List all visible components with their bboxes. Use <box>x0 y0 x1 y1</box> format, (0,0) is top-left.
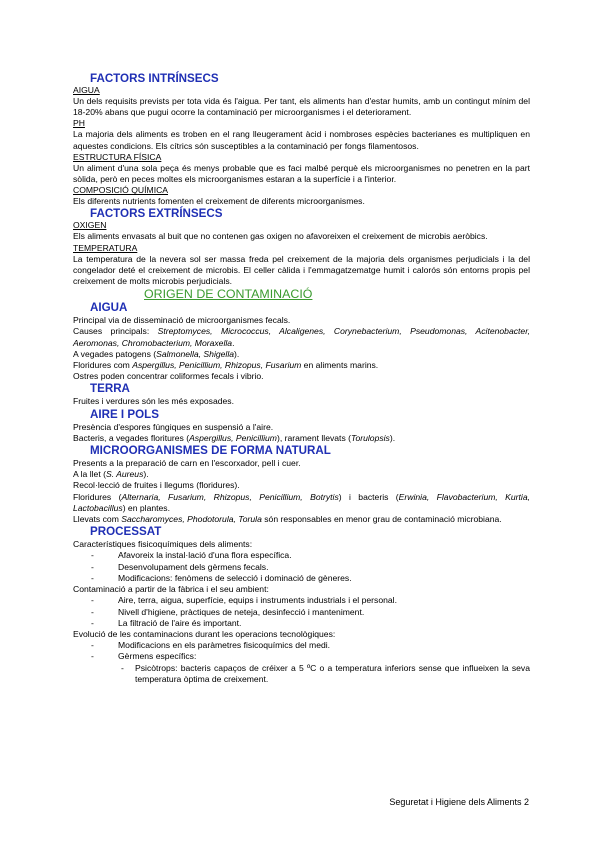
origen-aigua-title: AIGUA <box>90 301 128 315</box>
composicio-paragraph: Els diferents nutrients fomenten el creixement de diferents microorganismes. <box>73 196 365 207</box>
micro-line: A la llet (S. Aureus). <box>73 469 149 480</box>
aigua-paragraph: Un dels requisits prevists per tota vida és l'aigua. Per tant, els aliments han d'estar humits, amb un contingut mínim del 18-20% abans que pugui ocorre la contaminació per microorganismes i el deteriorament. <box>73 96 530 118</box>
processat-heading: Evolució de les contaminacions durant les operacions tecnològiques: <box>73 628 336 639</box>
list-item: - Modificacions en els paràmetres fisicoquímics del medi. <box>91 640 331 651</box>
temperatura-subheading: TEMPERATURA <box>73 242 138 253</box>
micro-title: MICROORGANISMES DE FORMA NATURAL <box>90 444 331 458</box>
oxigen-paragraph: Els aliments envasats al buit que no contenen gas oxigen no afavoreixen el creixement de microbis aeròbics. <box>73 231 488 242</box>
origen-title: ORIGEN DE CONTAMINACIÓ <box>144 287 313 302</box>
processat-heading: Característiques fisicoquímiques dels aliments: <box>73 539 253 550</box>
aire-title: AIRE I POLS <box>90 407 159 421</box>
terra-line: Fruites i verdures són les més exposades. <box>73 396 234 407</box>
origen-aigua-line: Causes principals: Streptomyces, Micrococcus, Alcaligenes, Corynebacterium, Pseudomonas, Acitenobacter, Aeromonas, Chromobacterium, Moraxella. <box>73 326 530 348</box>
processat-title: PROCESSAT <box>90 525 162 539</box>
list-item: - La filtració de l'aire és important. <box>91 617 242 628</box>
oxigen-subheading: OXIGEN <box>73 220 107 231</box>
list-item: - Afavoreix la instal·lació d'una flora específica. <box>91 550 292 561</box>
estructura-subheading: ESTRUCTURA FÍSICA <box>73 151 162 162</box>
micro-line: Floridures (Alternaria, Fusarium, Rhizopus, Penicillium, Botrytis) i bacteris (Erwinia, Flavobacterium, Kurtia, Lactobacillus) en plantes. <box>73 491 530 513</box>
origen-aigua-line: Ostres poden concentrar coliformes fecals i vibrio. <box>73 371 264 382</box>
processat-heading: Contaminació a partir de la fàbrica i el seu ambient: <box>73 584 269 595</box>
page-footer: Seguretat i Higiene dels Aliments 2 <box>389 797 529 807</box>
document-page <box>73 72 530 685</box>
aire-line: Bacteris, a vegades floritures (Aspergillus, Penicillium), rarament llevats (Torulopsis). <box>73 432 396 443</box>
list-item: - Desenvolupament dels gèrmens fecals. <box>91 561 269 572</box>
micro-line: Llevats com Saccharomyces, Phodotorula, Torula són responsables en menor grau de contaminació microbiana. <box>73 514 502 525</box>
temperatura-paragraph: La temperatura de la nevera sol ser massa freda pel creixement de la majoria dels organismes perjudicials i la del congelador deté el creixement de microbis. El celler càlida i l'emmagatzematge humit i calorós són entorns propis pel creixement de molts microbis perjudicials. <box>73 253 530 287</box>
ph-paragraph: La majoria dels aliments es troben en el rang lleugerament àcid i nombroses espècies bacterianes es multipliquen en aquestes condicions. Els cítrics són susceptibles a la contaminació per fongs filamentosos. <box>73 129 530 151</box>
extrinsecs-title: FACTORS EXTRÍNSECS <box>90 207 223 221</box>
aigua-subheading: AIGUA <box>73 85 100 95</box>
terra-title: TERRA <box>90 382 130 396</box>
list-item: - Nivell d'higiene, pràctiques de neteja, desinfecció i manteniment. <box>91 606 365 617</box>
origen-aigua-line: A vegades patogens (Salmonella, Shigella). <box>73 348 240 359</box>
origen-aigua-line: Floridures com Aspergillus, Penicillium, Rhizopus, Fusarium en aliments marins. <box>73 360 379 371</box>
sub-list-item: - Psicòtrops: bacteris capaços de créixer a 5 ºC o a temperatura inferiors sense que influeixen la seva temperatura òptima de creixement. <box>121 662 530 684</box>
list-item: - Aire, terra, aigua, superfície, equips i instruments industrials i el personal. <box>91 595 397 606</box>
ph-subheading: PH <box>73 118 85 129</box>
aire-line: Presència d'espores fúngiques en suspensió a l'aire. <box>73 421 274 432</box>
list-item: - Gèrmens específics: <box>91 651 197 662</box>
micro-line: Recol·lecció de fruites i llegums (floridures). <box>73 480 240 491</box>
origen-aigua-line: Principal via de disseminació de microorganismes fecals. <box>73 315 291 326</box>
composicio-subheading: COMPOSICIÓ QUÍMICA <box>73 185 169 196</box>
micro-line: Presents a la preparació de carn en l'escorxador, pell i cuer. <box>73 458 301 469</box>
list-item: - Modificacions: fenòmens de selecció i dominació de gèneres. <box>91 572 352 583</box>
estructura-paragraph: Un aliment d'una sola peça és menys probable que es faci malbé perquè els microorganismes no penetren en la part sòlida, però en peces moltes els microorganismes estaran a la superfície i a l'interior. <box>73 162 530 185</box>
intrinsecs-title: FACTORS INTRÍNSECS <box>90 72 219 85</box>
